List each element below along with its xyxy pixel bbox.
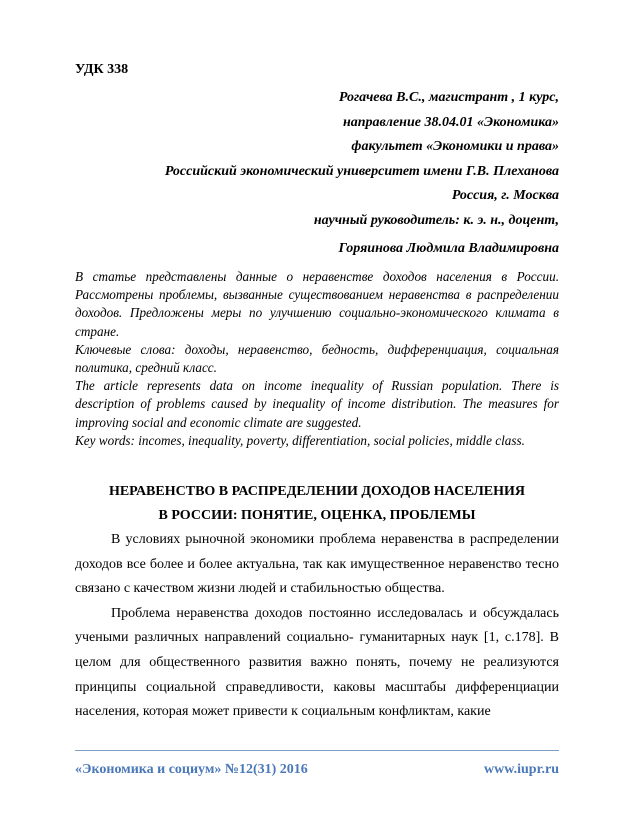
author-line: Горяинова Людмила Владимировна <box>338 241 559 256</box>
abstract-ru: В статье представлены данные о неравенстве доходов населения в России. Рассмотрены проблемы, вызванные существованием неравенства в распределении доходов. Предложены меры по улучшению социально-экономического климата в стране. <box>75 269 559 339</box>
title-line-1: НЕРАВЕНСТВО В РАСПРЕДЕЛЕНИИ ДОХОДОВ НАСЕЛЕНИЯ <box>108 484 526 499</box>
footer-divider <box>75 750 559 751</box>
body-paragraph-1: В условиях рыночной экономики проблема неравенства в распределении доходов все более и более актуальна, так как имущественное неравенство тесно связано с качеством жизни людей и стабильностью общества. <box>75 532 559 597</box>
article-body <box>75 528 559 725</box>
author-line: факультет «Экономики и права» <box>351 139 559 154</box>
keywords-en: Key words: incomes, inequality, poverty, differentiation, social policies, middle class. <box>75 432 525 448</box>
journal-url[interactable]: www.iupr.ru <box>484 762 559 777</box>
abstract-block <box>75 268 559 450</box>
author-line: направление 38.04.01 «Экономика» <box>342 114 559 130</box>
journal-name: «Экономика и социум» №12(31) 2016 <box>75 762 308 777</box>
author-line: научный руководитель: к. э. н., доцент, <box>313 212 559 228</box>
body-paragraph-2: Проблема неравенства доходов постоянно исследовалась и обсуждалась учеными различных направлений социально- гуманитарных наук [1, с.178]. В целом для общественного развития важно понять, почему не реализуются принципы социальной справедливости, каковы масштабы дифференциации населения, которая может привести к социальным конфликтам, какие <box>75 605 559 720</box>
author-line: Рогачева В.С., магистрант , 1 курс, <box>338 90 559 105</box>
author-line: Российский экономический университет имени Г.В. Плеханова <box>164 163 559 179</box>
udk-code: УДК 338 <box>75 62 129 77</box>
abstract-en: The article represents data on income inequality of Russian population. There is description of problems caused by inequality of income distribution. The measures for improving social and economic climate are suggested. <box>75 378 559 430</box>
article-title <box>75 480 559 528</box>
keywords-ru: Ключевые слова: доходы, неравенство, бедность, дифференциация, социальная политика, средний класс. <box>75 341 559 376</box>
author-block <box>79 86 559 262</box>
author-line: Россия, г. Москва <box>451 188 559 203</box>
title-line-2: В РОССИИ: ПОНЯТИЕ, ОЦЕНКА, ПРОБЛЕМЫ <box>158 508 476 523</box>
